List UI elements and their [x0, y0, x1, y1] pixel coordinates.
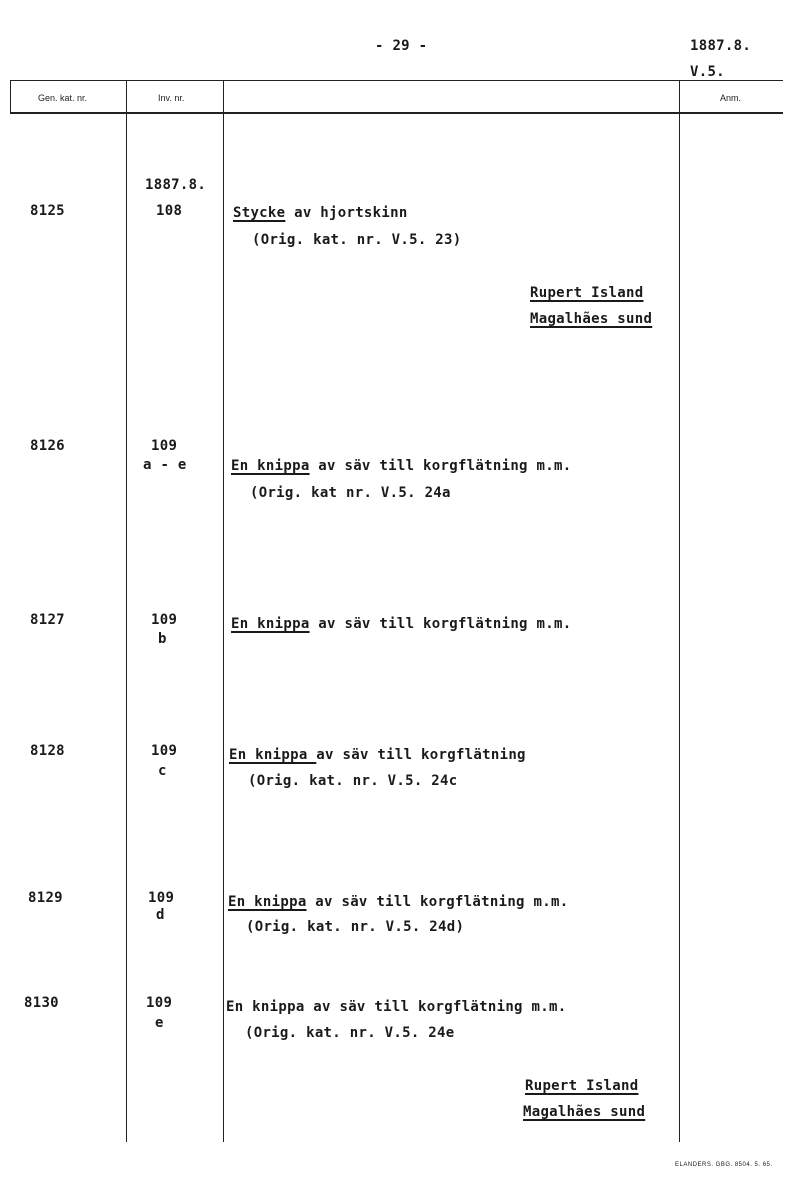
col-header-anm: Anm.: [720, 93, 742, 103]
item-name: En knippa: [229, 747, 317, 763]
item-name: Stycke: [233, 205, 286, 221]
gen-kat-nr: 8130: [24, 995, 59, 1011]
column-divider-2: [223, 80, 224, 1142]
inv-nr: 109: [151, 612, 178, 628]
orig-catalogue-ref: (Orig. kat. nr. V.5. 24e: [245, 1025, 455, 1041]
inv-sub: c: [158, 763, 167, 779]
gen-kat-nr: 8126: [30, 438, 65, 454]
inv-sub: b: [158, 631, 167, 647]
page-number: - 29 -: [375, 38, 428, 54]
inv-sub: a - e: [143, 457, 187, 473]
item-description: [231, 616, 571, 632]
inv-nr: 109: [146, 995, 173, 1011]
gen-kat-nr: 8129: [28, 890, 63, 906]
date-reference: 1887.8.: [690, 38, 752, 54]
orig-catalogue-ref: (Orig. kat. nr. V.5. 24c: [248, 773, 458, 789]
orig-catalogue-ref: (Orig. kat nr. V.5. 24a: [250, 485, 451, 501]
item-name: En knippa: [228, 894, 307, 910]
item-name: En knippa: [231, 616, 310, 632]
item-name: En knippa: [231, 458, 310, 474]
inv-sub: d: [156, 907, 165, 923]
inv-nr: 109: [151, 743, 178, 759]
printer-footer: ELANDERS. GBG. 8504. 5. 65.: [675, 1162, 773, 1168]
item-description-rest: av säv till korgflätning m.m.: [304, 999, 567, 1015]
column-divider-3: [679, 80, 680, 1142]
inv-group-header: 1887.8.: [145, 177, 207, 193]
item-description: [233, 205, 408, 221]
item-description-rest: av säv till korgflätning m.m.: [309, 458, 572, 474]
item-description-rest: av säv till korgflätning m.m.: [309, 616, 572, 632]
left-border: [10, 80, 11, 112]
item-name: En knippa: [226, 999, 305, 1015]
col-header-inv: Inv. nr.: [158, 93, 185, 103]
inv-nr: 109: [148, 890, 175, 906]
item-description: [226, 999, 566, 1015]
inv-sub: e: [155, 1015, 164, 1031]
item-description: [228, 894, 568, 910]
column-divider-1: [126, 80, 127, 1142]
item-description-rest: av säv till korgflätning: [316, 747, 526, 763]
place-region: Magalhães sund: [523, 1104, 646, 1120]
series-reference: V.5.: [690, 64, 725, 80]
gen-kat-nr: 8125: [30, 203, 65, 219]
orig-catalogue-ref: (Orig. kat. nr. V.5. 23): [252, 232, 462, 248]
col-header-gen-kat: Gen. kat. nr.: [38, 93, 88, 103]
inv-nr: 108: [156, 203, 183, 219]
orig-catalogue-ref: (Orig. kat. nr. V.5. 24d): [246, 919, 465, 935]
inv-nr: 109: [151, 438, 178, 454]
item-description-rest: av hjortskinn: [285, 205, 408, 221]
item-description: [231, 458, 571, 474]
item-description-rest: av säv till korgflätning m.m.: [306, 894, 569, 910]
place-locality: Rupert Island: [530, 285, 644, 301]
place-locality: Rupert Island: [525, 1078, 639, 1094]
place-region: Magalhães sund: [530, 311, 653, 327]
item-description: [229, 747, 526, 763]
gen-kat-nr: 8127: [30, 612, 65, 628]
gen-kat-nr: 8128: [30, 743, 65, 759]
